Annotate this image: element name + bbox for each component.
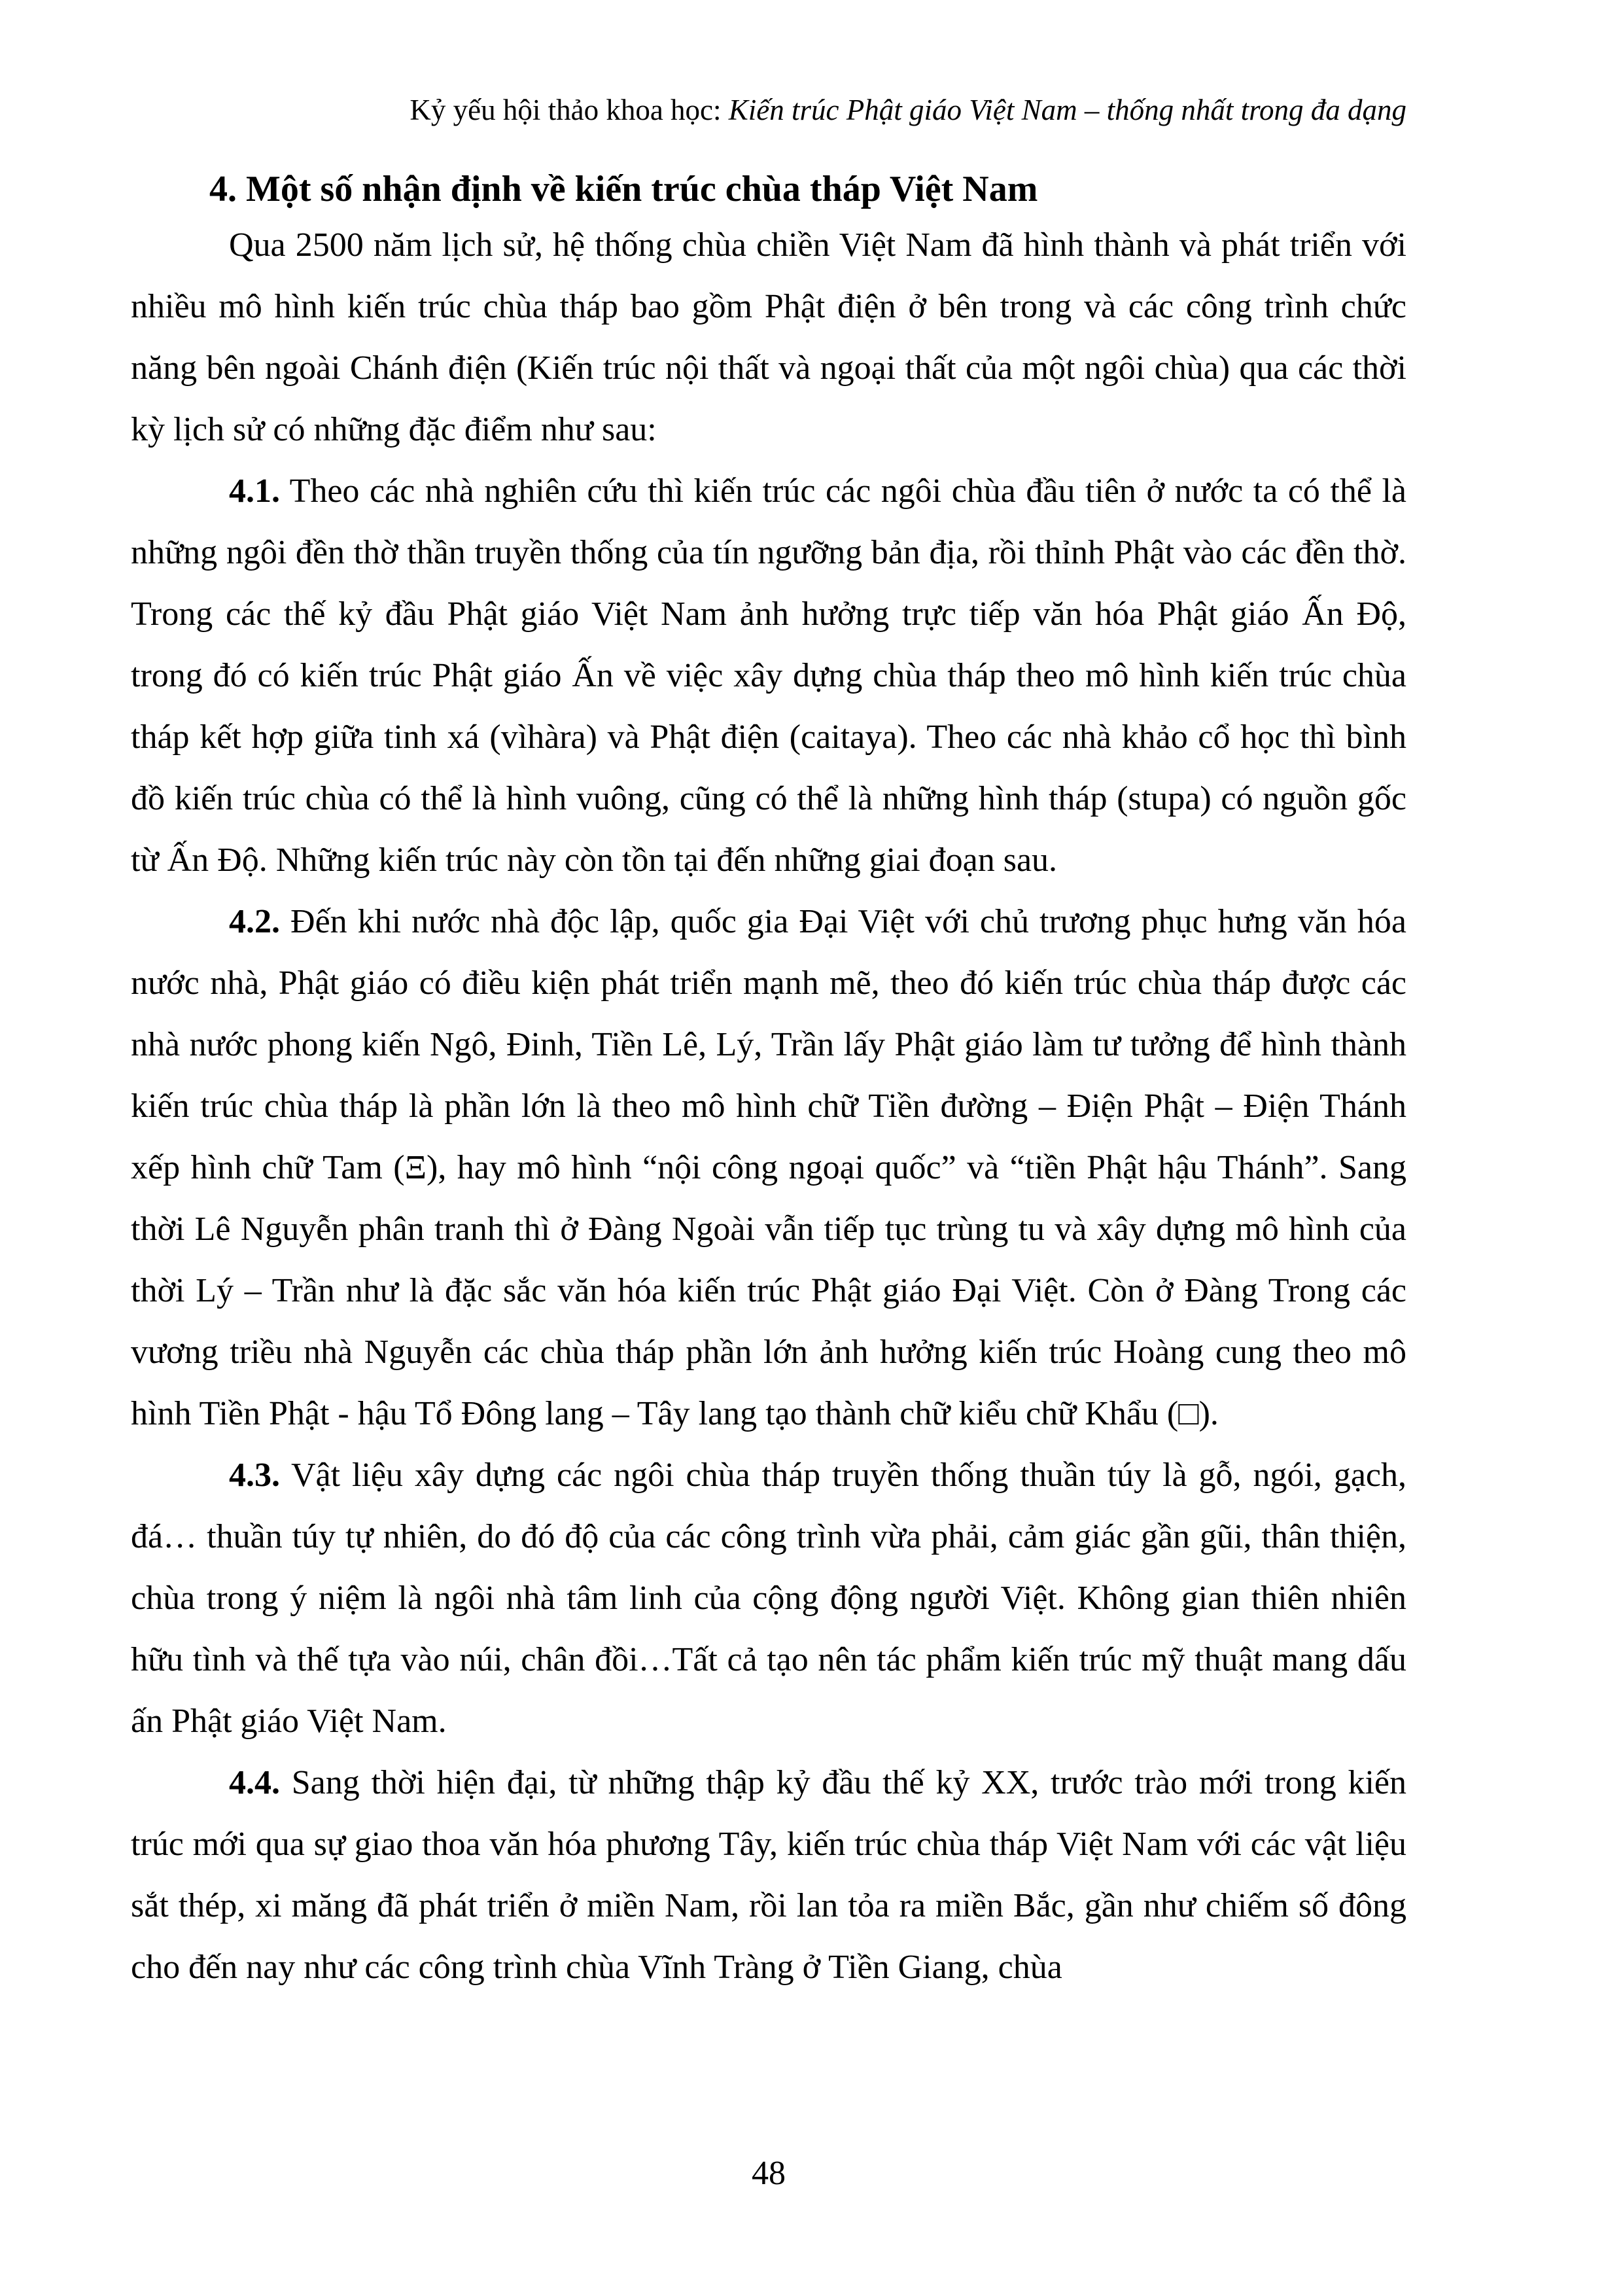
running-header-title: Kiến trúc Phật giáo Việt Nam – thống nhất trong đa dạng xyxy=(728,94,1406,126)
section-heading: 4. Một số nhận định về kiến trúc chùa tháp Việt Nam xyxy=(209,169,1038,209)
paragraph-label: 4.1. xyxy=(229,472,280,510)
paragraph-4-3 xyxy=(131,1445,1406,1752)
body-text xyxy=(131,215,1406,1998)
paragraph-text: Sang thời hiện đại, từ những thập kỷ đầu thế kỷ XX, trước trào mới trong kiến trúc mới qua sự giao thoa văn hóa phương Tây, kiến trúc chùa tháp Việt Nam với các vật liệu sắt thép, xi măng đã phát triển ở miền Nam, rồi lan tỏa ra miền Bắc, gần như chiếm số đông cho đến nay như các công trình chùa Vĩnh Tràng ở Tiền Giang, chùa xyxy=(131,1764,1406,1986)
page-content xyxy=(131,0,1406,1998)
paragraph-text: Qua 2500 năm lịch sử, hệ thống chùa chiền Việt Nam đã hình thành và phát triển với nhiều mô hình kiến trúc chùa tháp bao gồm Phật điện ở bên trong và các công trình chức năng bên ngoài Chánh điện (Kiến trúc nội thất và ngoại thất của một ngôi chùa) qua các thời kỳ lịch sử có những đặc điểm như sau: xyxy=(131,226,1406,448)
paragraph-4-1 xyxy=(131,461,1406,891)
paragraph-4-2 xyxy=(131,891,1406,1445)
running-header-prefix: Kỷ yếu hội thảo khoa học: xyxy=(410,94,729,126)
paragraph-text: Vật liệu xây dựng các ngôi chùa tháp truyền thống thuần túy là gỗ, ngói, gạch, đá… thuần túy tự nhiên, do đó độ của các công trình vừa phải, cảm giác gần gũi, thân thiện, chùa trong ý niệm là ngôi nhà tâm linh của cộng động người Việt. Không gian thiên nhiên hữu tình và thế tựa vào núi, chân đồi…Tất cả tạo nên tác phẩm kiến trúc mỹ thuật mang dấu ấn Phật giáo Việt Nam. xyxy=(131,1457,1406,1740)
paragraph-intro xyxy=(131,215,1406,461)
paragraph-label: 4.4. xyxy=(229,1764,280,1801)
paragraph-text: Theo các nhà nghiên cứu thì kiến trúc các ngôi chùa đầu tiên ở nước ta có thể là những ngôi đền thờ thần truyền thống của tín ngưỡng bản địa, rồi thỉnh Phật vào các đền thờ. Trong các thế kỷ đầu Phật giáo Việt Nam ảnh hưởng trực tiếp văn hóa Phật giáo Ấn Độ, trong đó có kiến trúc Phật giáo Ấn về việc xây dựng chùa tháp theo mô hình kiến trúc chùa tháp kết hợp giữa tinh xá (vìhàra) và Phật điện (caitaya). Theo các nhà khảo cổ học thì bình đồ kiến trúc chùa có thể là hình vuông, cũng có thể là những hình tháp (stupa) có nguồn gốc từ Ấn Độ. Những kiến trúc này còn tồn tại đến những giai đoạn sau. xyxy=(131,472,1406,879)
page-number: 48 xyxy=(752,2155,786,2192)
paragraph-label: 4.2. xyxy=(229,903,280,940)
running-header xyxy=(131,90,1406,130)
paragraph-text: Đến khi nước nhà độc lập, quốc gia Đại Việt với chủ trương phục hưng văn hóa nước nhà, Phật giáo có điều kiện phát triển mạnh mẽ, theo đó kiến trúc chùa tháp được các nhà nước phong kiến Ngô, Đinh, Tiền Lê, Lý, Trần lấy Phật giáo làm tư tưởng để hình thành kiến trúc chùa tháp là phần lớn là theo mô hình chữ Tiền đường – Điện Phật – Điện Thánh xếp hình chữ Tam (Ξ), hay mô hình “nội công ngoại quốc” và “tiền Phật hậu Thánh”. Sang thời Lê Nguyễn phân tranh thì ở Đàng Ngoài vẫn tiếp tục trùng tu và xây dựng mô hình của thời Lý – Trần như là đặc sắc văn hóa kiến trúc Phật giáo Đại Việt. Còn ở Đàng Trong các vương triều nhà Nguyễn các chùa tháp phần lớn ảnh hưởng kiến trúc Hoàng cung theo mô hình Tiền Phật - hậu Tổ Đông lang – Tây lang tạo thành chữ kiểu chữ Khẩu (□). xyxy=(131,903,1406,1432)
paragraph-4-4 xyxy=(131,1752,1406,1998)
paragraph-label: 4.3. xyxy=(229,1457,280,1494)
